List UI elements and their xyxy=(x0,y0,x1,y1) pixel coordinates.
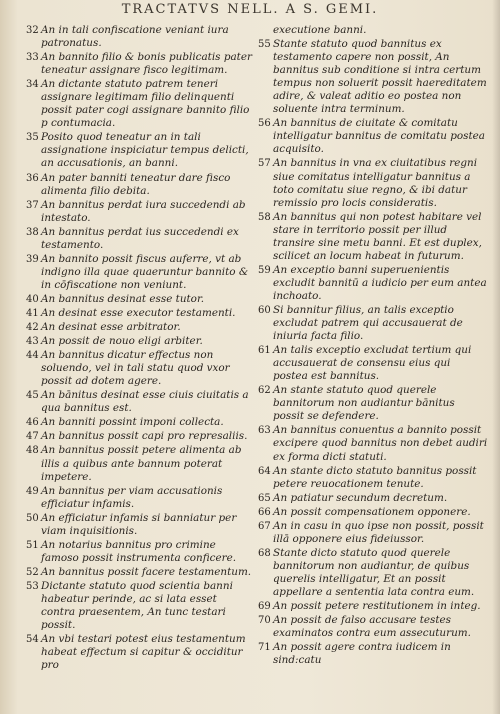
entry-number: 36 xyxy=(26,172,39,184)
index-entry xyxy=(26,389,254,415)
index-entry xyxy=(26,633,254,672)
index-entry xyxy=(26,78,254,130)
entry-text: Stante dicto statuto quod querele bannitorum non audiantur, de quibus querelis intelligatur, Et an possit appellare a sententia lata contra eum. xyxy=(273,546,475,598)
carryover-text: executione banni. xyxy=(273,24,367,36)
index-entry xyxy=(26,307,254,320)
entry-text: Si bannitur filius, an talis exceptio excludat patrem qui accusauerat de iniuria facta filio. xyxy=(273,303,463,343)
page-edge-shadow xyxy=(492,0,500,714)
entry-text: Dictante statuto quod scientia banni habeatur perinde, ac si lata esset contra praesentem, An tunc testari possit. xyxy=(41,579,233,632)
entry-text: An talis exceptio excludat tertium qui accusauerat de consensu eius qui postea est bannitus. xyxy=(273,344,472,383)
entry-number: 48 xyxy=(26,445,39,457)
entry-text: Stante statuto quod bannitus ex testamento capere non possit, An bannitus sub conditione si intra certum tempus non soluerit possit haereditatem adire, & valeat aditio eo postea non soluente intra terminum. xyxy=(273,38,487,116)
entry-number: 39 xyxy=(26,253,39,265)
entry-text: An in tali confiscatione veniant iura patronatus. xyxy=(41,24,229,50)
entry-text: Posito quod teneatur an in tali assignatione inspiciatur tempus delicti, an accusationis, an banni. xyxy=(41,131,249,170)
entry-number: 65 xyxy=(258,492,271,504)
entry-text: An bannitus per viam accusationis efficiatur infamis. xyxy=(41,484,223,510)
entry-text: An bannitus perdat ius succedendi ex testamento. xyxy=(41,225,239,251)
entry-text: An desinat esse arbitrator. xyxy=(41,321,181,334)
index-entry xyxy=(258,38,488,116)
index-entry xyxy=(258,157,488,209)
index-entry xyxy=(258,520,488,546)
entry-text: An notarius bannitus pro crimine famoso possit instrumenta conficere. xyxy=(41,538,237,564)
entry-text: An bannitus possit petere alimenta ab illis a quibus ante bannum poterat impetere. xyxy=(41,444,242,483)
entry-text: An efficiatur infamis si banniatur per viam inquisitionis. xyxy=(41,511,237,537)
entry-number: 60 xyxy=(258,304,271,316)
entry-text: An stante statuto quod querele bannitorum non audiantur bānitus possit se defendere. xyxy=(273,384,455,423)
entry-number: 71 xyxy=(258,642,271,654)
left-column xyxy=(26,24,254,673)
entry-number: 67 xyxy=(258,520,271,532)
entry-text: An in casu in quo ipse non possit, possit illā opponere eius fideiussor. xyxy=(273,519,484,545)
entry-number: 45 xyxy=(26,390,39,402)
index-entry xyxy=(258,384,488,423)
entry-number: 52 xyxy=(26,566,39,578)
index-entry xyxy=(26,512,254,538)
entry-number: 50 xyxy=(26,512,39,524)
running-head: TRACTATVS NELL. A S. GEMI. xyxy=(121,2,379,17)
index-entry xyxy=(258,304,488,343)
index-entry xyxy=(26,566,254,579)
entry-text: An possit petere restitutionem in integ. xyxy=(273,600,481,613)
entry-text: An vbi testari potest eius testamentum habeat effectum si capitur & occiditur pro xyxy=(41,633,246,672)
entry-text: An bannito filio & bonis publicatis pater teneatur assignare fisco legitimam. xyxy=(41,51,252,77)
index-entry xyxy=(26,293,254,306)
entry-number: 66 xyxy=(258,506,271,518)
entry-text: An possit de falso accusare testes examinatos contra eum assecuturum. xyxy=(273,614,471,640)
entry-number: 51 xyxy=(26,539,39,551)
entry-number: 32 xyxy=(26,25,39,36)
entry-number: 61 xyxy=(258,345,271,357)
entry-text: An possit de nouo eligi arbiter. xyxy=(41,335,203,348)
entry-number: 37 xyxy=(26,199,39,211)
entry-text: An possit agere contra iudicem in sind:catu xyxy=(273,641,451,667)
entry-text: An bannitus in vna ex ciuitatibus regni siue comitatus intelligatur bannitus a toto comitatu siue regno, & ibi datur remissio pro locis consideratis. xyxy=(273,157,478,209)
entry-text: An banniti possint imponi collecta. xyxy=(41,416,224,429)
entry-number: 68 xyxy=(258,547,271,559)
entry-number: 43 xyxy=(26,336,39,348)
index-entry xyxy=(258,465,488,491)
entry-text: An bannitus desinat esse tutor. xyxy=(41,292,205,305)
entry-number: 58 xyxy=(258,211,271,223)
index-entry xyxy=(258,641,488,667)
entry-number: 42 xyxy=(26,322,39,334)
entry-number: 62 xyxy=(258,385,271,397)
index-entry xyxy=(258,506,488,519)
entry-number: 57 xyxy=(258,158,271,170)
index-entry xyxy=(258,344,488,383)
entry-text: An bannito possit fiscus auferre, vt ab indigno illa quae quaeruntur bannito & in cōfiscatione non veniunt. xyxy=(41,252,249,291)
entry-text: An dictante statuto patrem teneri assignare legitimam filio delinquenti possit pater cogi assignare bannito filio p contumacia. xyxy=(41,78,250,130)
entry-number: 46 xyxy=(26,417,39,429)
index-entry xyxy=(26,321,254,334)
index-entry xyxy=(26,485,254,511)
index-entry xyxy=(26,199,254,225)
entry-number: 53 xyxy=(26,580,39,592)
index-entry xyxy=(26,24,254,50)
entry-text: An bannitus possit capi pro represaliis. xyxy=(41,430,248,443)
entry-text: An patiatur secundum decretum. xyxy=(273,491,448,504)
entry-text: An bannitus perdat iura succedendi ab intestato. xyxy=(41,198,246,224)
entry-number: 63 xyxy=(258,425,271,437)
entry-text: An bannitus qui non potest habitare vel stare in territorio possit per illud transire sine metu banni. Et est duplex, scilicet an locum habeat in futurum. xyxy=(273,210,482,262)
index-entry xyxy=(26,416,254,429)
index-entry xyxy=(26,349,254,388)
entry-number: 40 xyxy=(26,293,39,305)
entry-number: 41 xyxy=(26,307,39,319)
entry-number: 44 xyxy=(26,350,39,362)
index-entry xyxy=(26,430,254,443)
entry-number: 55 xyxy=(258,39,271,51)
index-entry xyxy=(258,211,488,263)
index-entry xyxy=(26,51,254,77)
index-entry xyxy=(258,264,488,303)
entry-number: 49 xyxy=(26,485,39,497)
index-entry xyxy=(26,226,254,252)
index-entry xyxy=(258,547,488,599)
entry-number: 56 xyxy=(258,118,271,130)
entry-number: 69 xyxy=(258,601,271,613)
right-column xyxy=(258,24,488,668)
index-entry xyxy=(26,539,254,565)
entry-number: 54 xyxy=(26,634,39,646)
entry-text: An desinat esse executor testamenti. xyxy=(41,306,236,319)
entry-number: 38 xyxy=(26,226,39,238)
index-entry xyxy=(258,600,488,613)
entry-text: An bannitus de ciuitate & comitatu intelligatur bannitus de comitatu postea acquisito. xyxy=(273,117,486,156)
index-entry xyxy=(258,117,488,156)
index-entry xyxy=(26,580,254,632)
index-entry xyxy=(26,131,254,170)
entry-number: 47 xyxy=(26,431,39,443)
entry-text: An bānitus desinat esse ciuis ciuitatis a qua bannitus est. xyxy=(41,389,249,415)
entry-number: 70 xyxy=(258,615,271,627)
entry-number: 59 xyxy=(258,264,271,276)
entry-text: An stante dicto statuto bannitus possit petere reuocationem tenute. xyxy=(273,464,477,490)
index-entry xyxy=(258,492,488,505)
index-entry xyxy=(26,335,254,348)
index-entry xyxy=(26,444,254,483)
entry-text: An pater banniti teneatur dare fisco alimenta filio debita. xyxy=(41,171,231,197)
index-entry xyxy=(26,253,254,292)
entry-number: 34 xyxy=(26,79,39,91)
entry-number: 64 xyxy=(258,465,271,477)
entry-text: An exceptio banni superuenientis excludit bannitū a iudicio per eum antea inchoato. xyxy=(273,263,487,302)
entry-text: An possit compensationem opponere. xyxy=(273,505,471,518)
index-entry xyxy=(258,424,488,463)
entry-text: An bannitus dicatur effectus non soluendo, vel in tali statu quod vxor possit ad dotem agere. xyxy=(41,349,230,388)
entry-text: An bannitus possit facere testamentum. xyxy=(41,565,252,578)
entry-number: 35 xyxy=(26,132,39,144)
entry-text: An bannitus conuentus a bannito possit excipere quod bannitus non debet audiri ex forma dicti statuti. xyxy=(273,424,488,463)
index-entry xyxy=(26,172,254,198)
index-entry xyxy=(258,614,488,640)
entry-number: 33 xyxy=(26,52,39,64)
